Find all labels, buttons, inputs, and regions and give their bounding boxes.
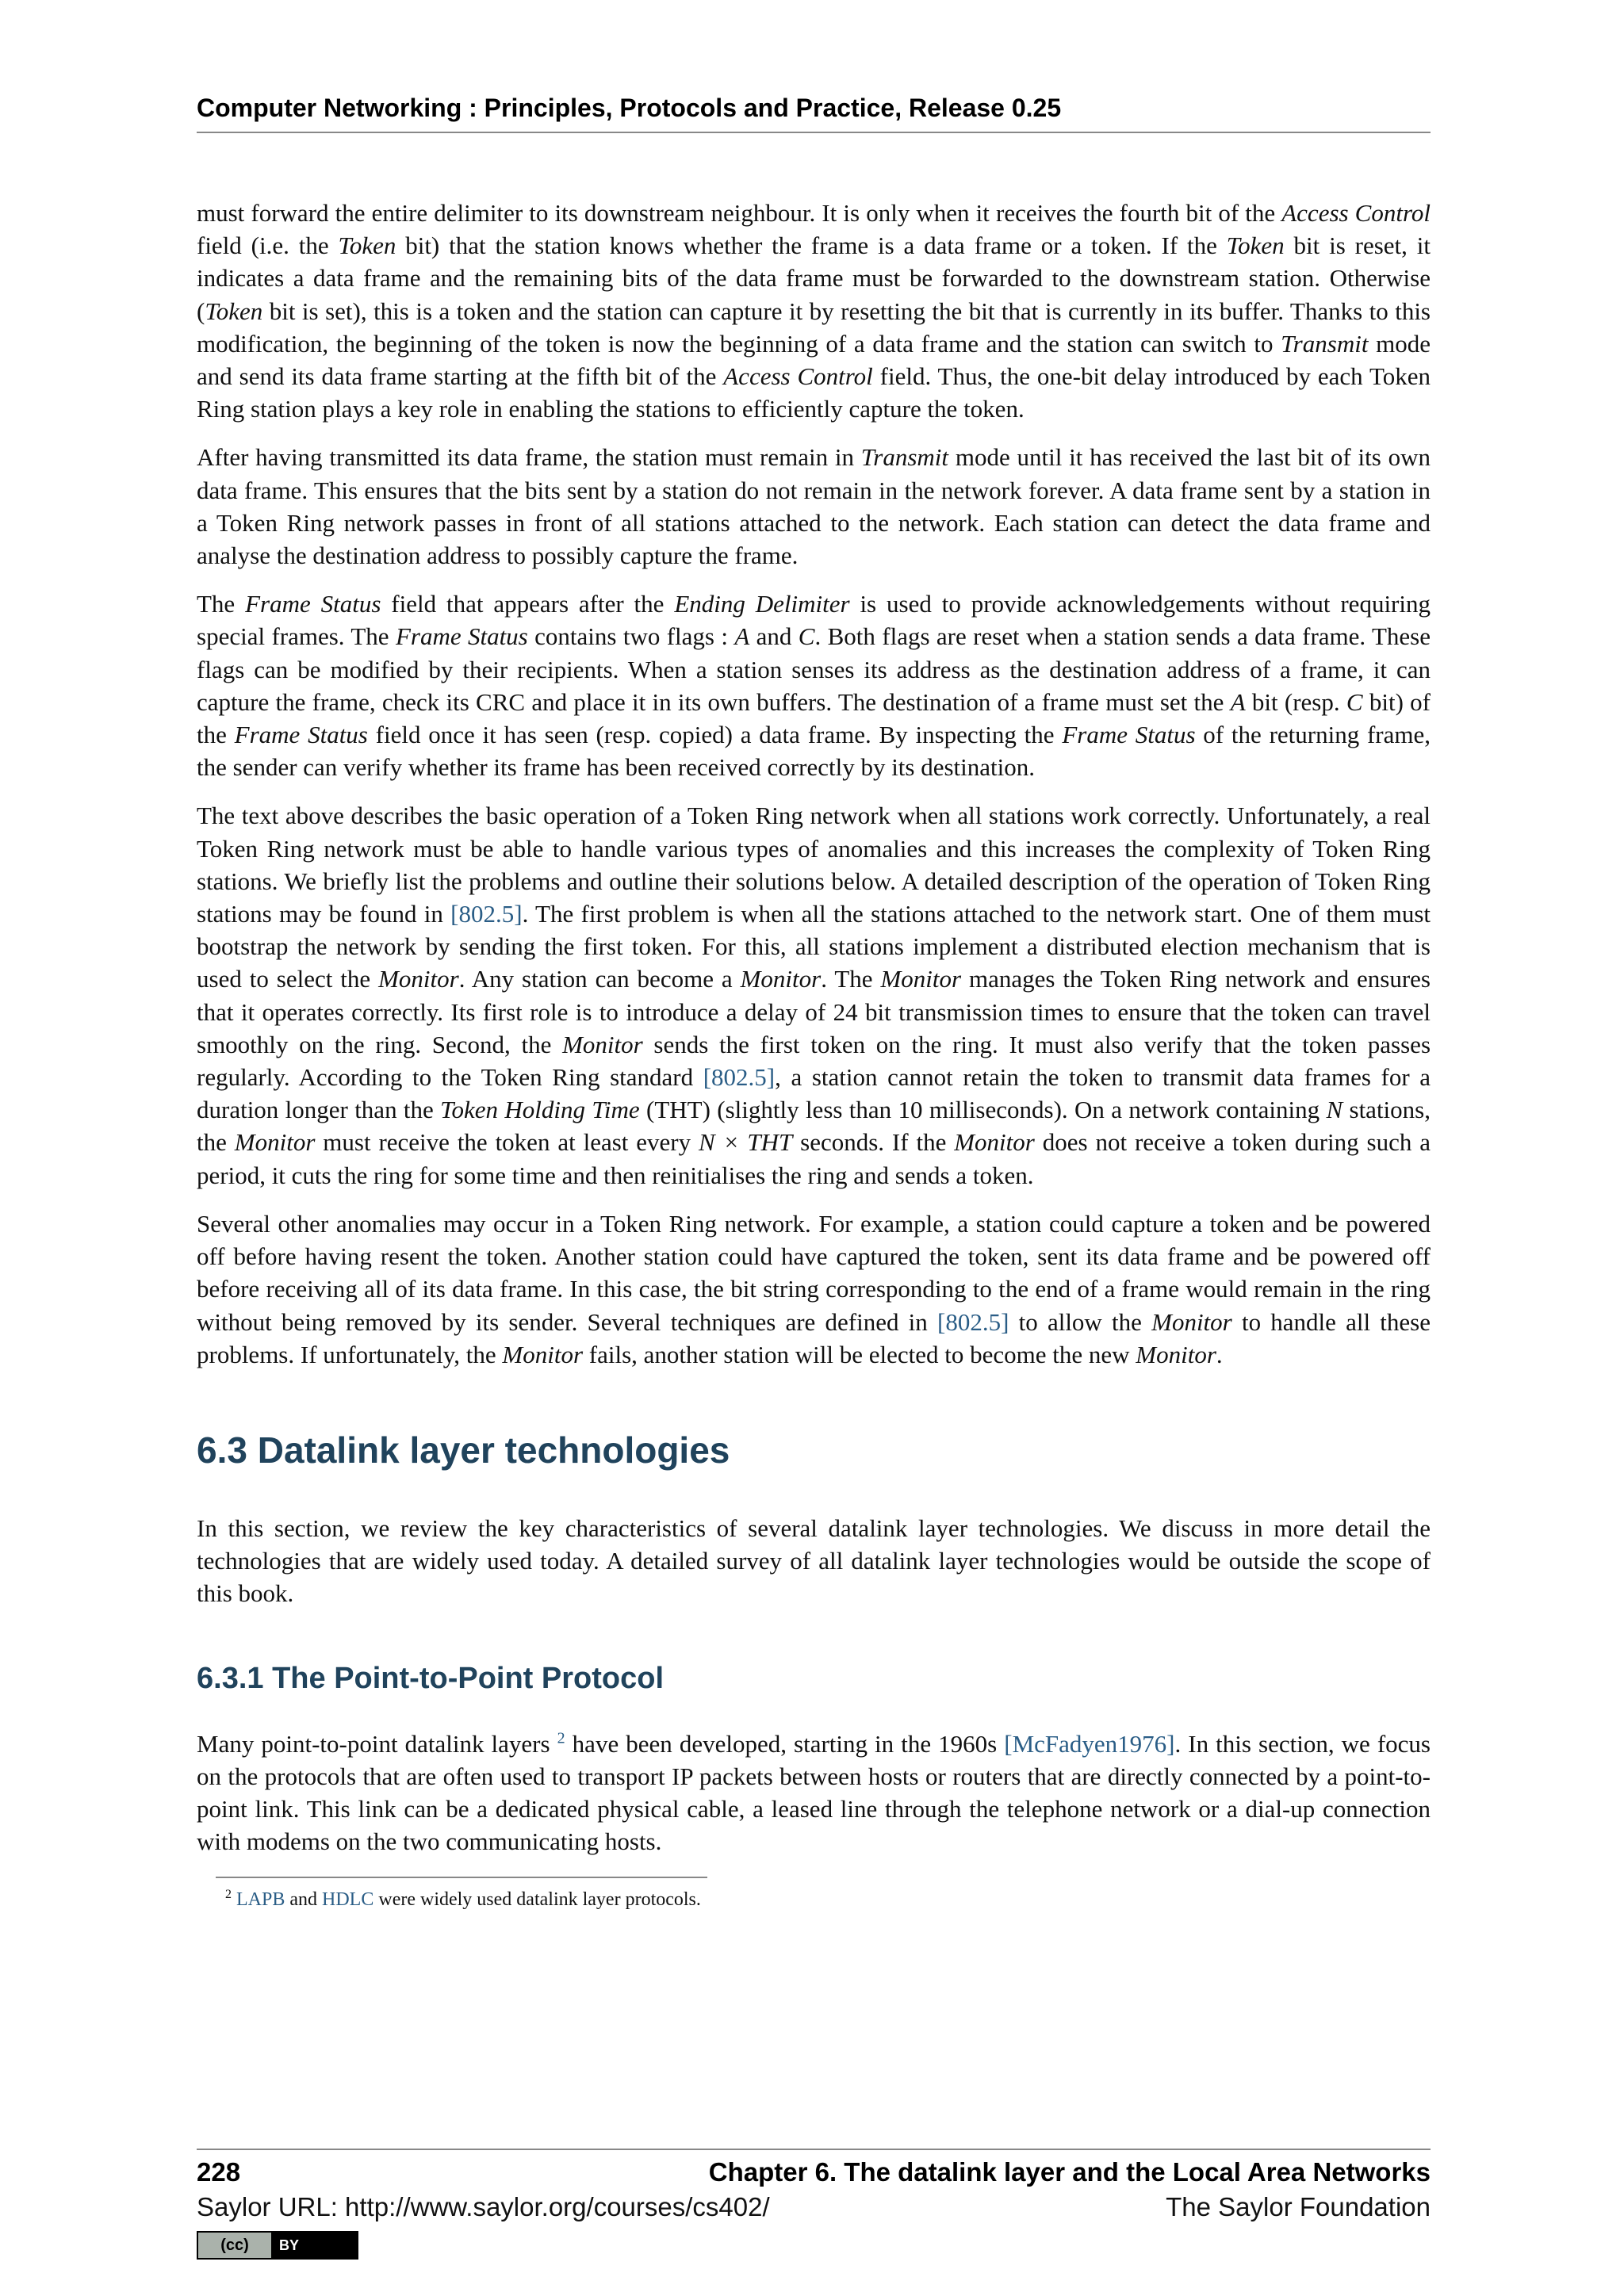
by-icon: BY [271, 2233, 357, 2258]
citation-link[interactable]: [802.5] [703, 1063, 776, 1092]
publisher-name: The Saylor Foundation [1166, 2192, 1431, 2221]
citation-link[interactable]: [802.5] [450, 900, 523, 928]
page-footer [197, 2149, 1431, 2260]
page-number: 228 [197, 2157, 241, 2187]
section-heading: 6.3 Datalink layer technologies [197, 1429, 730, 1471]
paragraph: The text above describes the basic operation of a Token Ring network when all stations work correctly. Unfortunately, a real Token Ring network must be able to handle various types of anomalies and this increases the complexity of Token Ring stations. We briefly list the problems and outline their solutions below. A detailed description of the operation of Token Ring stations may be found in [802.5]. The first problem is when all the stations attached to the network start. One of them must bootstrap the network by sending the first token. For this, all stations implement a distributed election mechanism that is used to select the Monitor. Any station can become a Monitor. The Monitor manages the Token Ring network and ensures that it operates correctly. Its first role is to introduce a delay of 24 bit transmission times to ensure that the token can travel smoothly on the ring. Second, the Monitor sends the first token on the ring. It must also verify that the token passes regularly. According to the Token Ring standard [802.5], a station cannot retain the token to transmit data frames for a duration longer than the Token Holding Time (THT) (slightly less than 10 milliseconds). On a network containing N stations, the Monitor must receive the token at least every N × THT seconds. If the Monitor does not receive a token during such a period, it cuts the ring for some time and then reinitialises the ring and sends a token. [197, 802, 1431, 1189]
footnote-link-hdlc[interactable]: HDLC [322, 1889, 374, 1911]
footnote-divider [216, 1877, 707, 1878]
cc-by-license-icon[interactable] [197, 2231, 358, 2260]
running-header: Computer Networking : Principles, Protocols and Practice, Release 0.25 [197, 89, 1431, 133]
chapter-title: Chapter 6. The datalink layer and the Local Area Networks [708, 2157, 1431, 2187]
paragraph: The Frame Status field that appears after the Ending Delimiter is used to provide acknowledgements without requiring special frames. The Frame Status contains two flags : A and C. Both flags are reset when a station sends a data frame. These flags can be modified by their recipients. When a station senses its address as the destination address of a frame, it can capture the frame, check its CRC and place it in its own buffers. The destination of a frame must set the A bit (resp. C bit) of the Frame Status field once it has seen (resp. copied) a data frame. By inspecting the Frame Status of the returning frame, the sender can verify whether its frame has been received correctly by its destination. [197, 590, 1431, 782]
footnote-link-lapb[interactable]: LAPB [236, 1889, 285, 1911]
subsection-heading: 6.3.1 The Point-to-Point Protocol [197, 1661, 664, 1695]
main-content [197, 197, 1431, 1913]
cc-icon: (cc) [198, 2233, 271, 2258]
citation-link[interactable]: [McFadyen1976] [1004, 1729, 1175, 1758]
paragraph: In this section, we review the key characteristics of several datalink layer technologies. We discuss in more detail the technologies that are widely used today. A detailed survey of all datalink layer technologies would be outside the scope of this book. [197, 1513, 1431, 1608]
saylor-url[interactable]: Saylor URL: http://www.saylor.org/courses/cs402/ [197, 2192, 770, 2221]
paragraph: Many point-to-point datalink layers $^2$ have been developed, starting in the 1960s [McFadyen1976]. In this section, we focus on the protocols that are often used to transport IP packets between hosts or routers that are directly connected by a point-to-point link. This link can be a dedicated physical cable, a leased line through the telephone network or a dial-up connection with modems on the two communicating hosts. [197, 1729, 1431, 1856]
math-expression: N × THT [699, 1128, 793, 1157]
paragraph: must forward the entire delimiter to its downstream neighbour. It is only when it receives the fourth bit of the Access Control field (i.e. the Token bit) that the station knows whether the frame is a data frame or a token. If the Token bit is reset, it indicates a data frame and the remaining bits of the data frame must be forwarded to the downstream station. Otherwise (Token bit is set), this is a token and the station can capture it by resetting the bit that is currently in its buffer. Thanks to this modification, the beginning of the token is now the beginning of a data frame and the station can switch to Transmit mode and send its data frame starting at the fifth bit of the Access Control field. Thus, the one-bit delay introduced by each Token Ring station plays a key role in enabling the stations to efficiently capture the token. [197, 199, 1431, 423]
citation-link[interactable]: [802.5] [937, 1307, 1009, 1336]
footnote: $^2$ LAPB and HDLC were widely used datalink layer protocols. [225, 1888, 701, 1911]
paragraph: After having transmitted its data frame, the station must remain in Transmit mode until it has received the last bit of its own data frame. This ensures that the bits sent by a station do not remain in the network forever. A data frame sent by a station in a Token Ring network passes in front of all stations attached to the network. Each station can detect the data frame and analyse the destination address to possibly capture the frame. [197, 443, 1431, 570]
footnote-reference[interactable]: 2 [557, 1729, 565, 1747]
paragraph: Several other anomalies may occur in a Token Ring network. For example, a station could capture a token and be powered off before having resent the token. Another station could have captured the token, sent its data frame and be powered off before receiving all of its data frame. In this case, the bit string corresponding to the end of a frame would remain in the ring without being removed by its sender. Several techniques are defined in [802.5] to allow the Monitor to handle all these problems. If unfortunately, the Monitor fails, another station will be elected to become the new Monitor. [197, 1209, 1431, 1368]
